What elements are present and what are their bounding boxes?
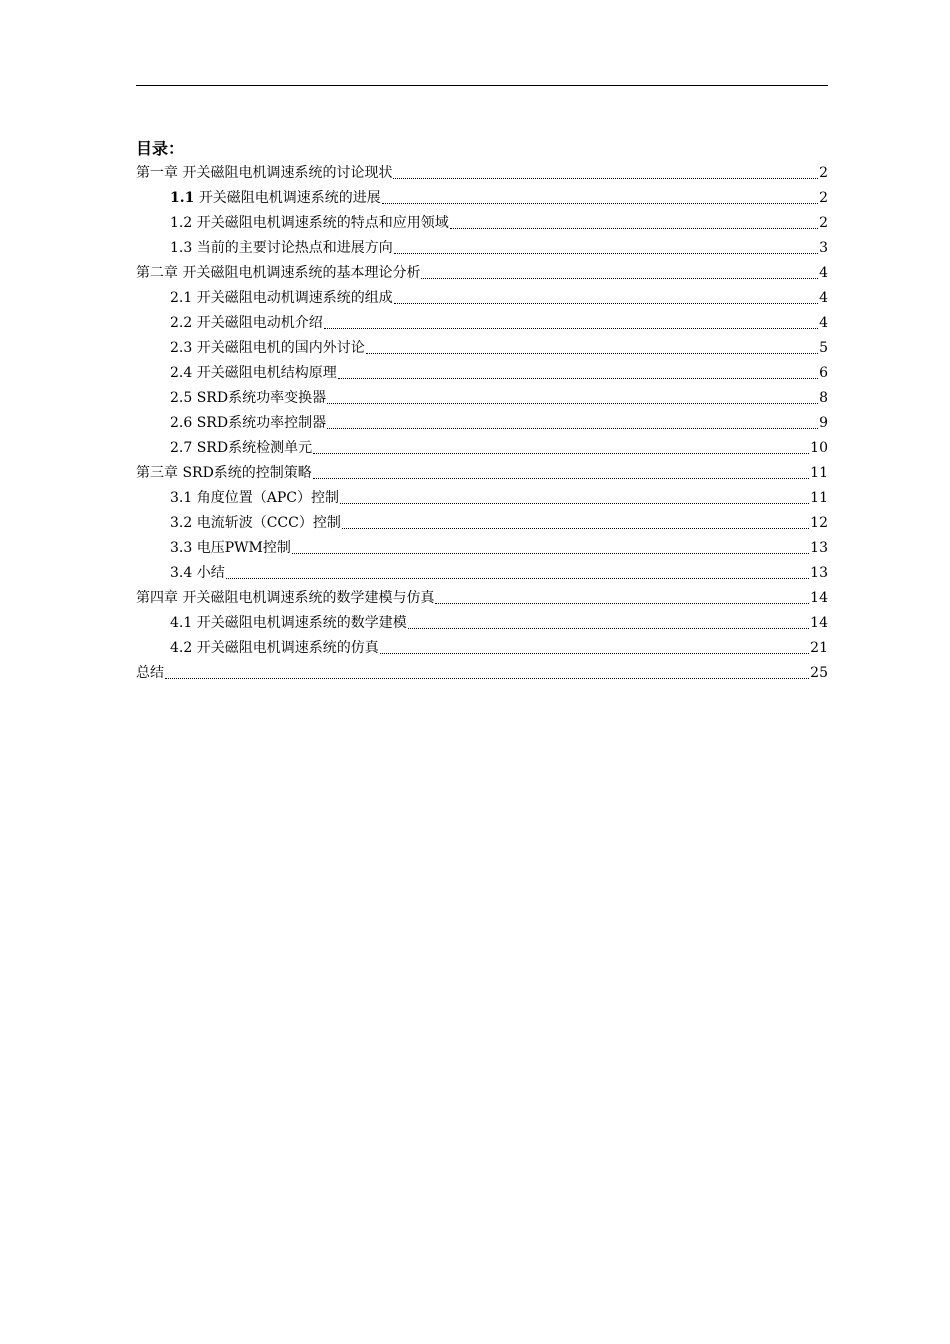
toc-entry[interactable]	[136, 536, 828, 561]
toc-dot-leader	[393, 236, 819, 261]
toc-dot-leader	[381, 186, 819, 211]
toc-entry[interactable]	[136, 361, 828, 386]
toc-entry[interactable]	[136, 386, 828, 411]
toc-entry-title: 3.2 电流斩波（CCC）控制	[170, 515, 341, 531]
toc-entry-page-number: 14	[810, 590, 828, 606]
toc-entry[interactable]	[136, 261, 828, 286]
toc-dot-leader	[225, 561, 810, 586]
toc-entry-title: 1.2 开关磁阻电机调速系统的特点和应用领域	[170, 215, 449, 231]
toc-entry-page-number: 12	[810, 515, 828, 531]
toc-entry-page-number: 4	[819, 265, 828, 281]
toc-entry-page-number: 25	[810, 665, 828, 681]
toc-dot-leader	[341, 511, 810, 536]
toc-entry[interactable]	[136, 561, 828, 586]
toc-entry-title: 2.4 开关磁阻电机结构原理	[170, 365, 337, 381]
toc-entry[interactable]	[136, 411, 828, 436]
toc-entry-page-number: 4	[819, 315, 828, 331]
toc-entry-title	[170, 186, 381, 211]
toc-dot-leader	[434, 586, 810, 611]
toc-entry-title: 2.7 SRD系统检测单元	[170, 440, 313, 456]
toc-entry-page-number: 10	[810, 440, 828, 456]
toc-entry[interactable]	[136, 461, 828, 486]
toc-entry-page-number: 8	[819, 390, 828, 406]
toc-entry[interactable]	[136, 161, 828, 186]
toc-dot-leader	[393, 286, 819, 311]
toc-dot-leader	[326, 411, 819, 436]
toc-entry[interactable]	[136, 186, 828, 211]
toc-entry-page-number: 2	[819, 190, 828, 206]
toc-entry-page-number: 4	[819, 290, 828, 306]
toc-entry-title: 1.3 当前的主要讨论热点和进展方向	[170, 240, 393, 256]
toc-entry-page-number: 2	[819, 215, 828, 231]
toc-entry[interactable]	[136, 311, 828, 336]
toc-entry[interactable]	[136, 286, 828, 311]
toc-entry-page-number: 5	[819, 340, 828, 356]
toc-entry[interactable]	[136, 236, 828, 261]
toc-dot-leader	[337, 361, 819, 386]
toc-entry-title: 2.5 SRD系统功率变换器	[170, 390, 327, 406]
toc-entry-page-number: 11	[810, 490, 828, 506]
toc-heading: 目录：	[136, 139, 185, 158]
toc-dot-leader	[164, 661, 810, 686]
toc-entry-page-number: 13	[810, 540, 828, 556]
toc-entry[interactable]	[136, 661, 828, 686]
toc-entry-page-number: 13	[810, 565, 828, 581]
toc-entry-page-number: 6	[819, 365, 828, 381]
toc-dot-leader	[365, 336, 819, 361]
toc-dot-leader	[291, 536, 810, 561]
toc-entry-title: 4.2 开关磁阻电机调速系统的仿真	[170, 640, 379, 656]
table-of-contents	[136, 161, 828, 686]
toc-entry-title: 第一章 开关磁阻电机调速系统的讨论现状	[136, 165, 393, 181]
toc-entry[interactable]	[136, 211, 828, 236]
toc-entry-title: 4.1 开关磁阻电机调速系统的数学建模	[170, 615, 407, 631]
toc-dot-leader	[339, 486, 810, 511]
toc-dot-leader	[392, 161, 819, 186]
toc-dot-leader	[407, 611, 810, 636]
toc-entry-page-number: 9	[819, 415, 828, 431]
toc-entry-page-number: 11	[810, 465, 828, 481]
toc-entry-page-number: 14	[810, 615, 828, 631]
toc-entry-number: 1.1	[170, 190, 195, 206]
toc-entry[interactable]	[136, 611, 828, 636]
toc-entry-page-number: 21	[810, 640, 828, 656]
toc-entry-page-number: 3	[819, 240, 828, 256]
toc-dot-leader	[420, 261, 819, 286]
toc-entry[interactable]	[136, 436, 828, 461]
toc-dot-leader	[312, 436, 810, 461]
toc-entry-title: 第四章 开关磁阻电机调速系统的数学建模与仿真	[136, 590, 435, 606]
toc-entry-title: 3.1 角度位置（APC）控制	[170, 490, 339, 506]
toc-dot-leader	[323, 311, 819, 336]
toc-entry-title: 总结	[136, 665, 164, 681]
toc-dot-leader	[449, 211, 819, 236]
toc-dot-leader	[326, 386, 819, 411]
toc-entry-title: 3.4 小结	[170, 565, 225, 581]
toc-entry-title-text: 开关磁阻电机调速系统的进展	[198, 190, 381, 206]
toc-entry[interactable]	[136, 511, 828, 536]
toc-entry-title: 3.3 电压PWM控制	[170, 540, 291, 556]
toc-entry-title: 2.3 开关磁阻电机的国内外讨论	[170, 340, 365, 356]
toc-entry[interactable]	[136, 586, 828, 611]
toc-entry[interactable]	[136, 486, 828, 511]
toc-entry[interactable]	[136, 336, 828, 361]
toc-entry-title: 第三章 SRD系统的控制策略	[136, 465, 312, 481]
toc-entry[interactable]	[136, 636, 828, 661]
toc-entry-title: 2.1 开关磁阻电动机调速系统的组成	[170, 290, 393, 306]
toc-entry-title: 2.6 SRD系统功率控制器	[170, 415, 327, 431]
toc-dot-leader	[312, 461, 810, 486]
toc-entry-title: 第二章 开关磁阻电机调速系统的基本理论分析	[136, 265, 421, 281]
toc-dot-leader	[379, 636, 810, 661]
toc-entry-title: 2.2 开关磁阻电动机介绍	[170, 315, 323, 331]
toc-entry-page-number: 2	[819, 165, 828, 181]
header-rule	[136, 85, 828, 86]
